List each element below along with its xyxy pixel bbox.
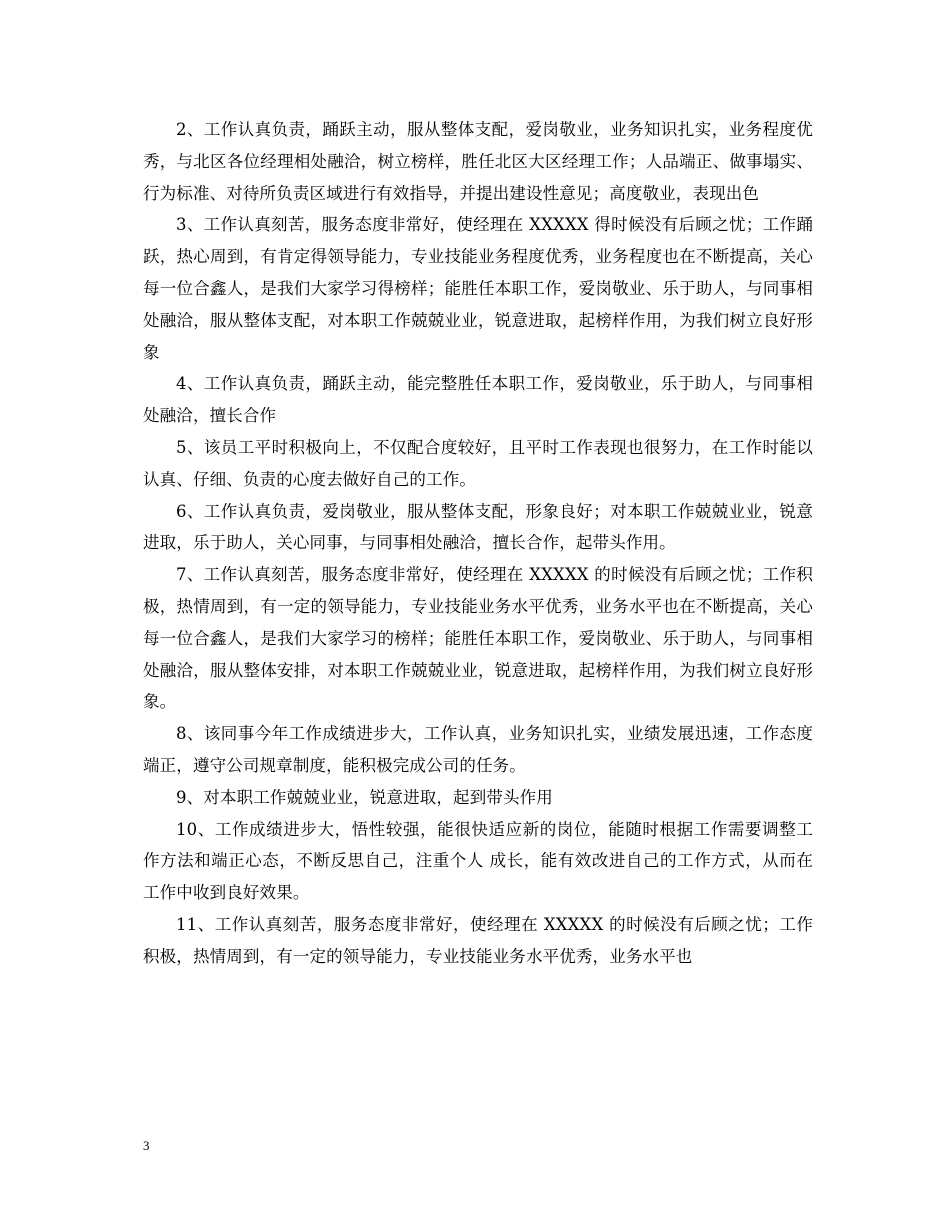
- document-body: [143, 114, 813, 973]
- paragraph-7: 7、工作认真刻苦，服务态度非常好，使经理在 XXXXX 的时候没有后顾之忧；工作积极，热情周到，有一定的领导能力，专业技能业务水平优秀，业务水平也在不断提高，关心每一位合鑫人，是我们大家学习的榜样；能胜任本职工作，爱岗敬业、乐于助人，与同事相处融洽，服从整体安排，对本职工作兢兢业业，锐意进取，起榜样作用，为我们树立良好形象。: [143, 565, 813, 712]
- page-number: 3: [143, 1138, 150, 1153]
- paragraph-11: 11、工作认真刻苦，服务态度非常好，使经理在 XXXXX 的时候没有后顾之忧；工作积极，热情周到，有一定的领导能力，专业技能业务水平优秀，业务水平也: [143, 914, 813, 966]
- paragraph-9: 9、对本职工作兢兢业业，锐意进取，起到带头作用: [176, 787, 553, 807]
- paragraph-2: 2、工作认真负责，踊跃主动，服从整体支配，爱岗敬业，业务知识扎实，业务程度优秀，与北区各位经理相处融洽，树立榜样，胜任北区大区经理工作；人品端正、做事塌实、行为标准、对待所负责区域进行有效指导，并提出建设性意见；高度敬业，表现出色: [143, 120, 813, 203]
- paragraph-5: 5、该员工平时积极向上，不仅配合度较好，且平时工作表现也很努力，在工作时能以认真、仔细、负责的心度去做好自己的工作。: [143, 437, 813, 489]
- paragraph-8: 8、该同事今年工作成绩进步大，工作认真，业务知识扎实，业绩发展迅速，工作态度端正，遵守公司规章制度，能积极完成公司的任务。: [143, 724, 813, 775]
- paragraph-6: 6、工作认真负责，爱岗敬业，服从整体支配，形象良好；对本职工作兢兢业业，锐意进取，乐于助人，关心同事，与同事相处融洽，擅长合作，起带头作用。: [143, 501, 813, 553]
- paragraph-4: 4、工作认真负责，踊跃主动，能完整胜任本职工作，爱岗敬业，乐于助人，与同事相处融洽，擅长合作: [143, 374, 813, 426]
- paragraph-3: 3、工作认真刻苦，服务态度非常好，使经理在 XXXXX 得时候没有后顾之忧；工作踊跃，热心周到，有肯定得领导能力，专业技能业务程度优秀，业务程度也在不断提高，关心每一位合鑫人，是我们大家学习得榜样；能胜任本职工作，爱岗敬业、乐于助人，与同事相处融洽，服从整体支配，对本职工作兢兢业业，锐意进取，起榜样作用，为我们树立良好形象: [143, 215, 813, 362]
- paragraph-10: 10、工作成绩进步大，悟性较强，能很快适应新的岗位，能随时根据工作需要调整工作方法和端正心态，不断反思自己，注重个人 成长，能有效改进自己的工作方式，从而在工作中收到良好效果。: [143, 819, 813, 903]
